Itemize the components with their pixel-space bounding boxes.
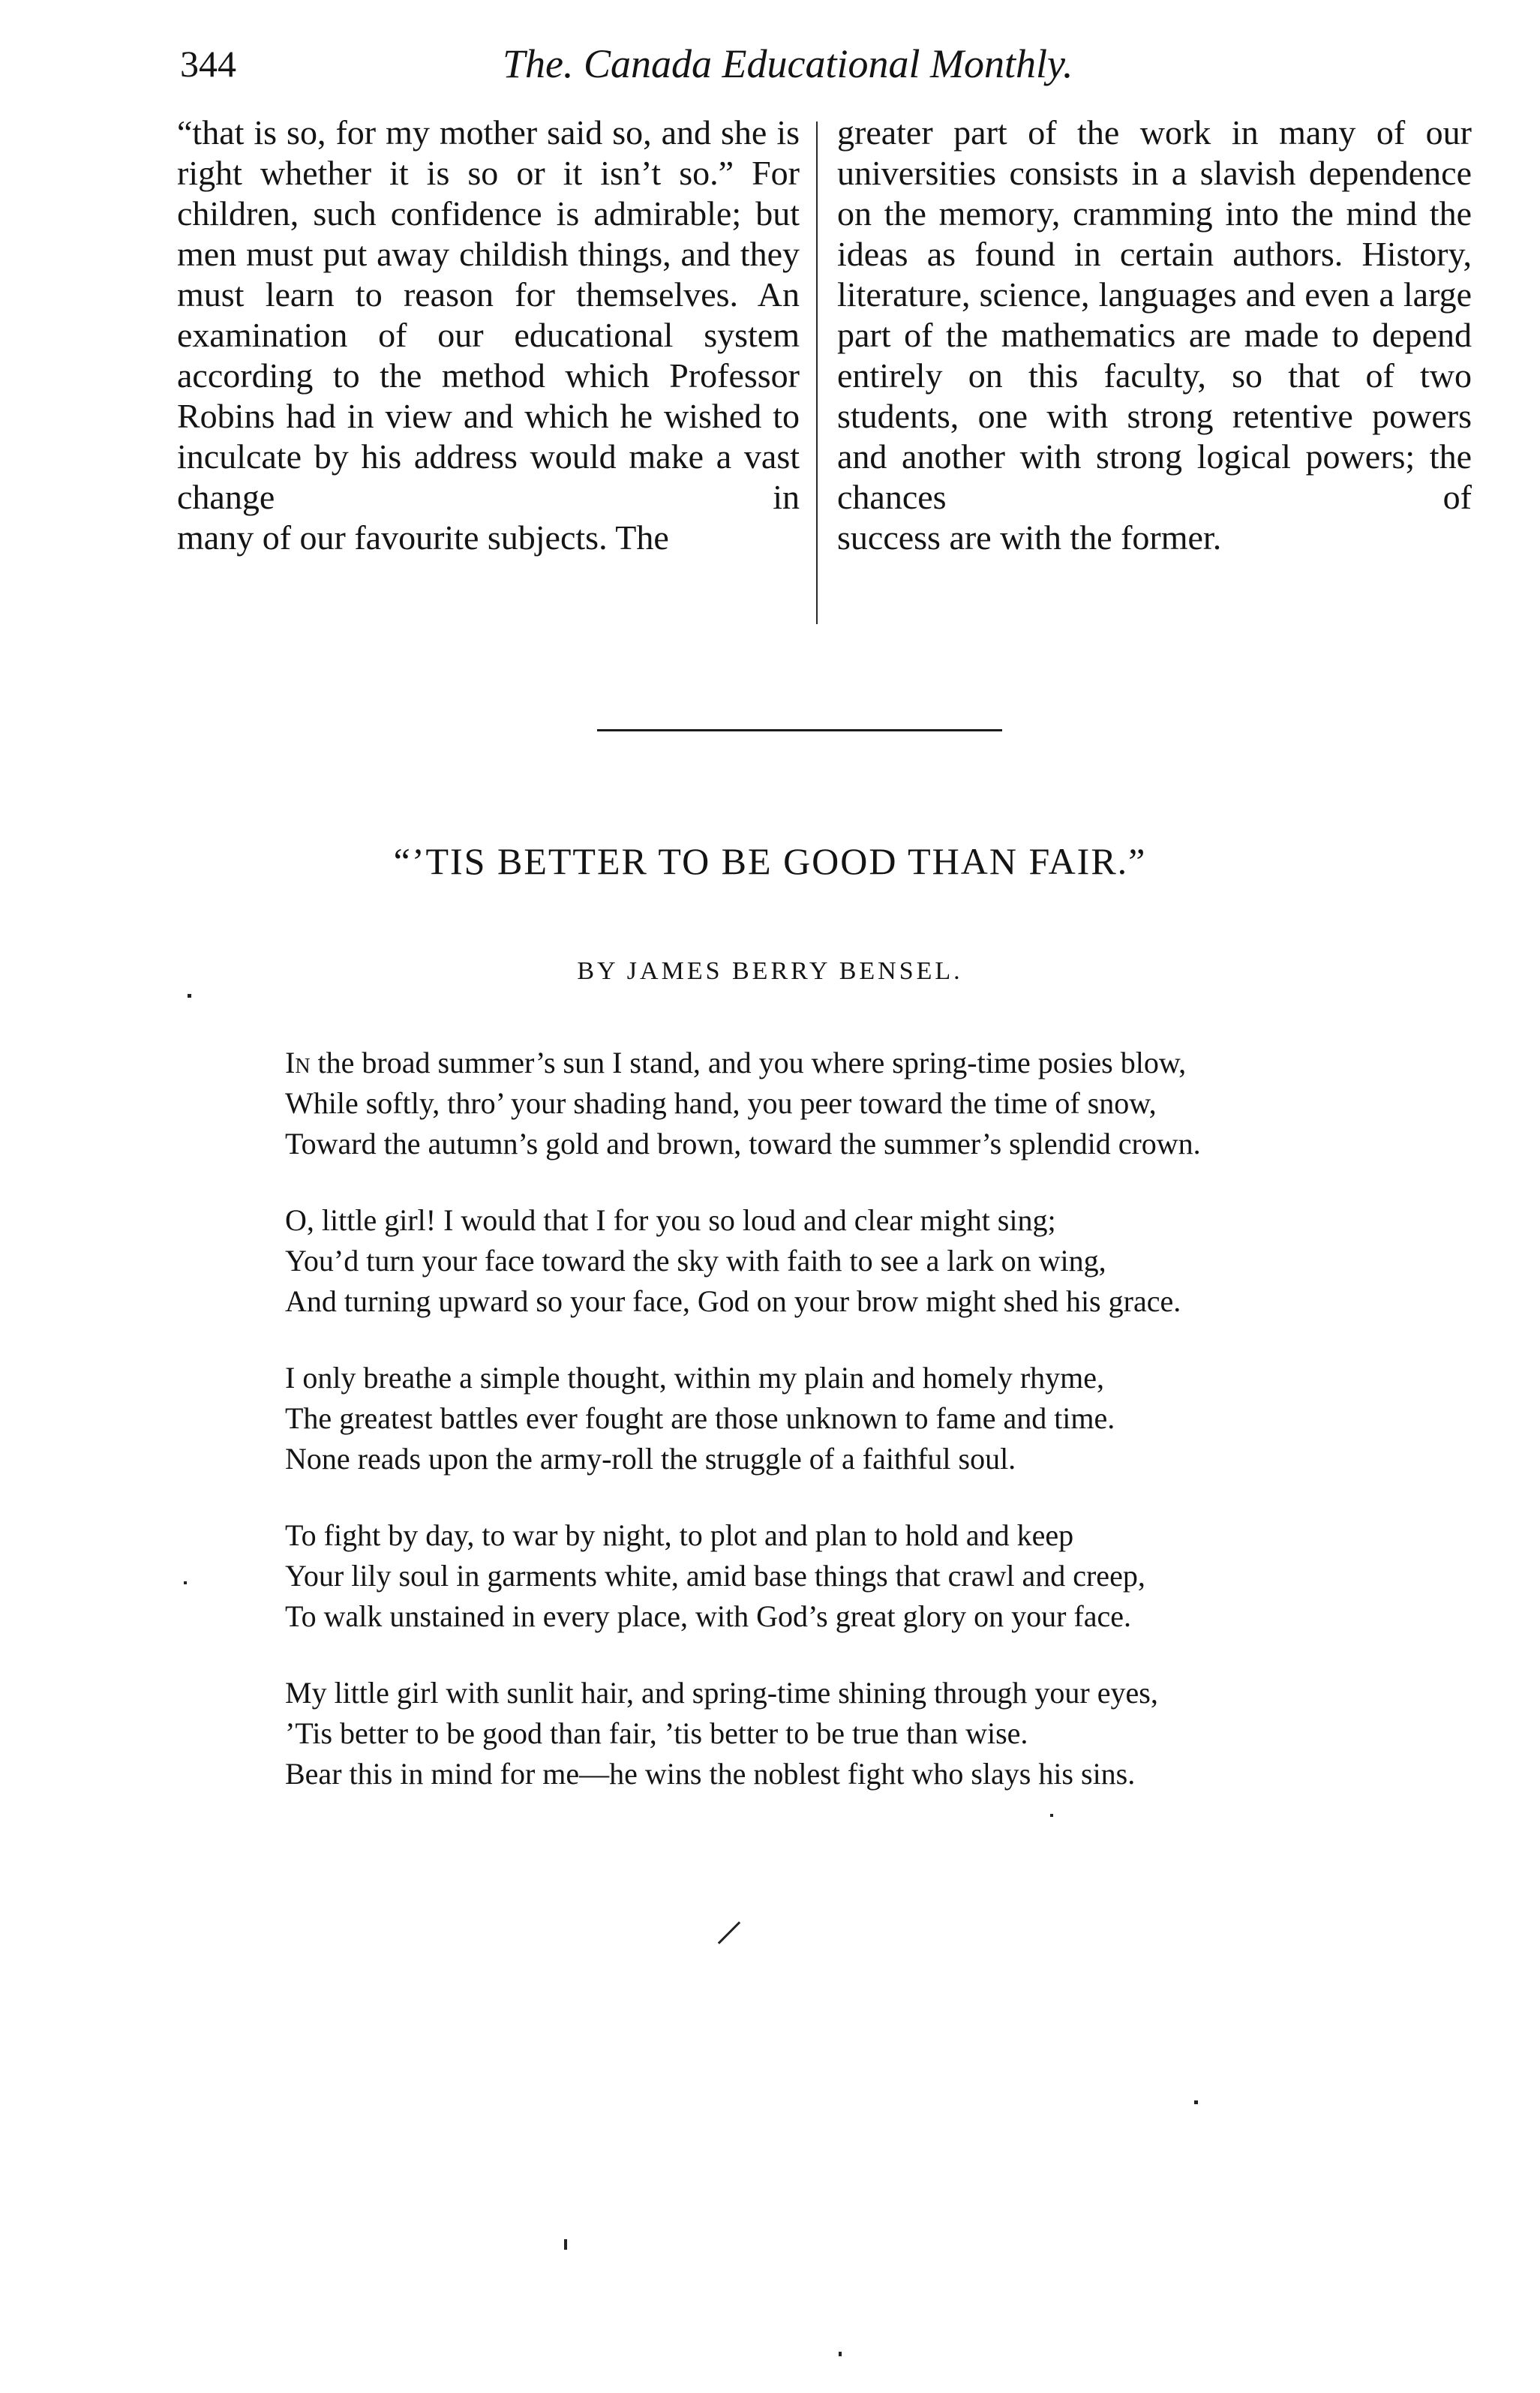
poem-byline: BY JAMES BERRY BENSEL. [577,957,963,985]
left-column-text: “that is so, for my mother said so, and she is right whether it is so or it isn’t so.” For children, such confidence is admirable; but men must put away childish things, and they must learn to reason for themselves. An examination of our educational system according to the method which Professor Robins had in view and which he wished to inculcate by his address would make a vast change in [177,113,800,516]
stanza-1 [285,1043,1380,1164]
speck-mark [188,994,191,998]
speck-mark [839,2352,842,2356]
right-column-last-line: success are with the former. [837,518,1222,557]
column-rule [816,122,818,624]
running-header [180,30,1170,98]
poem-line: And turning upward so your face, God on your brow might shed his grace. [285,1284,1181,1318]
poem-line: None reads upon the army-roll the struggle of a faithful soul. [285,1442,1016,1476]
left-column-last-line: many of our favourite subjects. The [177,518,669,557]
poem-line: While softly, thro’ your shading hand, you peer toward the time of snow, [285,1086,1157,1120]
poem-line: ’Tis better to be good than fair, ’tis better to be true than wise. [285,1716,1028,1750]
speck-mark [1194,2100,1198,2104]
speck-mark [564,2239,567,2250]
poem-line: The greatest battles ever fought are those unknown to fame and time. [285,1401,1115,1435]
running-title: The. Canada Educational Monthly. [503,41,1073,86]
stanza-5 [285,1673,1380,1794]
poem-body [285,1043,1380,1830]
stanza-3 [285,1358,1380,1479]
stanza-2 [285,1200,1380,1322]
stanza-4 [285,1515,1380,1637]
drop-cap: In [285,1046,311,1079]
poem-line: To fight by day, to war by night, to plot and plan to hold and keep [285,1518,1074,1552]
section-divider [597,729,1002,731]
poem-line: You’d turn your face toward the sky with faith to see a lark on wing, [285,1244,1106,1278]
poem-line: Toward the autumn’s gold and brown, toward the summer’s splendid crown. [285,1127,1201,1160]
poem-line: I only breathe a simple thought, within my plain and homely rhyme, [285,1361,1105,1395]
article-columns [177,113,1472,630]
poem-line: O, little girl! I would that I for you so loud and clear might sing; [285,1203,1056,1237]
left-column [177,113,800,558]
speck-mark [1050,1814,1053,1817]
page-number: 344 [180,43,236,85]
right-column-text: greater part of the work in many of our universities consists in a slavish dependence on the memory, cramming into the mind the ideas as found in certain authors. History, literature, science, languages and even a large part of the mathematics are made to depend entirely on this faculty, so that of two students, one with strong retentive powers and another with strong logical powers; the chances of [837,113,1472,516]
poem-title: “’TIS BETTER TO BE GOOD THAN FAIR.” [393,840,1147,882]
poem-line: To walk unstained in every place, with God’s great glory on your face. [285,1599,1131,1633]
stray-mark [718,1921,740,1944]
poem-line [285,1043,1380,1083]
right-column [837,113,1472,558]
poem-line-text: the broad summer’s sun I stand, and you where spring-time posies blow, [310,1046,1187,1079]
speck-mark [184,1581,187,1584]
poem-line: Your lily soul in garments white, amid base things that crawl and creep, [285,1559,1145,1593]
poem-line: Bear this in mind for me—he wins the noblest fight who slays his sins. [285,1757,1136,1791]
poem-line: My little girl with sunlit hair, and spring-time shining through your eyes, [285,1676,1158,1710]
